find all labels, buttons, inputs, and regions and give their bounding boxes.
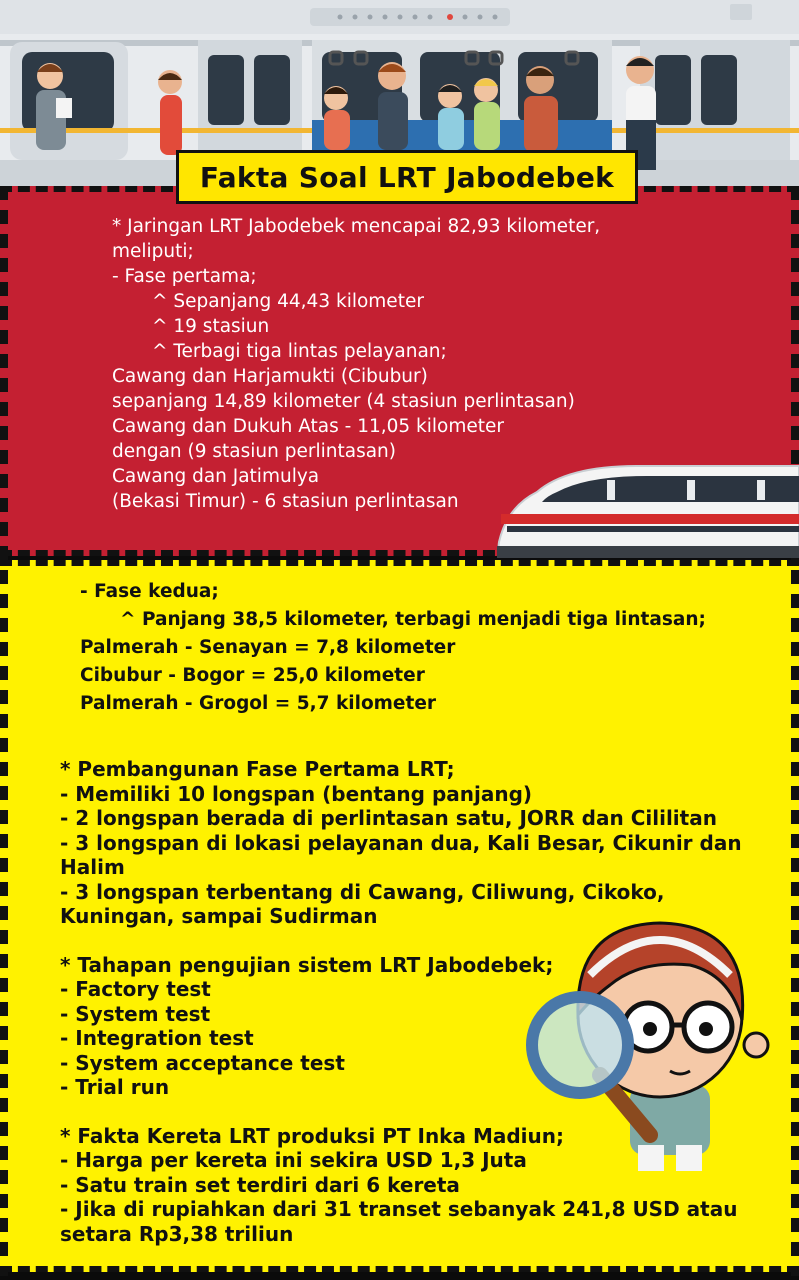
text-line: - 3 longspan di lokasi pelayanan dua, Kali Besar, Cikunir dan (60, 830, 742, 855)
text-line: ^ Sepanjang 44,43 kilometer (152, 291, 424, 312)
text-line: Cawang dan Jatimulya (112, 466, 320, 487)
text-line: - Integration test (60, 1026, 254, 1050)
text-line: * Tahapan pengujian sistem LRT Jabodebek; (60, 952, 554, 977)
text-line: Cawang dan Harjamukti (Cibubur) (112, 366, 428, 387)
text-line: ^ Panjang 38,5 kilometer, terbagi menjadi tiga lintasan; (120, 609, 706, 630)
text-line: - 2 longspan berada di perlintasan satu, JORR dan Cililitan (60, 806, 717, 830)
red-section-text (112, 214, 712, 514)
text-line: Halim (60, 855, 125, 879)
title-banner (176, 150, 638, 204)
text-line: - Satu train set terdiri dari 6 kereta (60, 1172, 460, 1197)
text-line: * Jaringan LRT Jabodebek mencapai 82,93 kilometer, (112, 216, 601, 237)
left-dashed-border (0, 186, 8, 1276)
text-line: - Memiliki 10 longspan (bentang panjang) (60, 781, 533, 806)
boy-magnifier-mascot (520, 905, 770, 1185)
text-line: dengan (9 stasiun perlintasan) (112, 441, 396, 462)
text-line: Cawang dan Dukuh Atas - 11,05 kilometer (112, 416, 504, 437)
text-line: setara Rp3,38 triliun (60, 1221, 294, 1246)
text-line: - System acceptance test (60, 1050, 345, 1075)
text-line: (Bekasi Timur) - 6 stasiun perlintasan (112, 491, 459, 512)
text-line: sepanjang 14,89 kilometer (4 stasiun perlintasan) (112, 391, 575, 412)
text-line: - 3 longspan terbentang di Cawang, Ciliwung, Cikoko, (60, 879, 665, 904)
text-line: ^ 19 stasiun (152, 316, 270, 337)
text-line: Palmerah - Senayan = 7,8 kilometer (80, 637, 456, 658)
text-line: * Fakta Kereta LRT produksi PT Inka Madiun; (60, 1123, 564, 1148)
text-line: - Jika di rupiahkan dari 31 transet sebanyak 241,8 USD atau (60, 1197, 738, 1221)
text-line: - Fase kedua; (80, 581, 219, 602)
page-title: Fakta Soal LRT Jabodebek (199, 160, 615, 194)
text-line: Palmerah - Grogol = 5,7 kilometer (80, 693, 436, 714)
text-line: - Trial run (60, 1075, 170, 1099)
text-line: * Pembangunan Fase Pertama LRT; (60, 757, 455, 781)
text-line: meliputi; (112, 241, 194, 262)
phase-two-text (80, 578, 780, 718)
text-line: - Fase pertama; (112, 266, 257, 287)
text-line: ^ Terbagi tiga lintas pelayanan; (152, 341, 447, 362)
text-line: - Harga per kereta ini sekira USD 1,3 Juta (60, 1148, 527, 1172)
text-line: Cibubur - Bogor = 25,0 kilometer (80, 665, 425, 686)
right-dashed-border (791, 186, 799, 1276)
text-line: Kuningan, sampai Sudirman (60, 904, 378, 928)
text-line: - System test (60, 1001, 211, 1026)
text-line: - Factory test (60, 977, 211, 1001)
